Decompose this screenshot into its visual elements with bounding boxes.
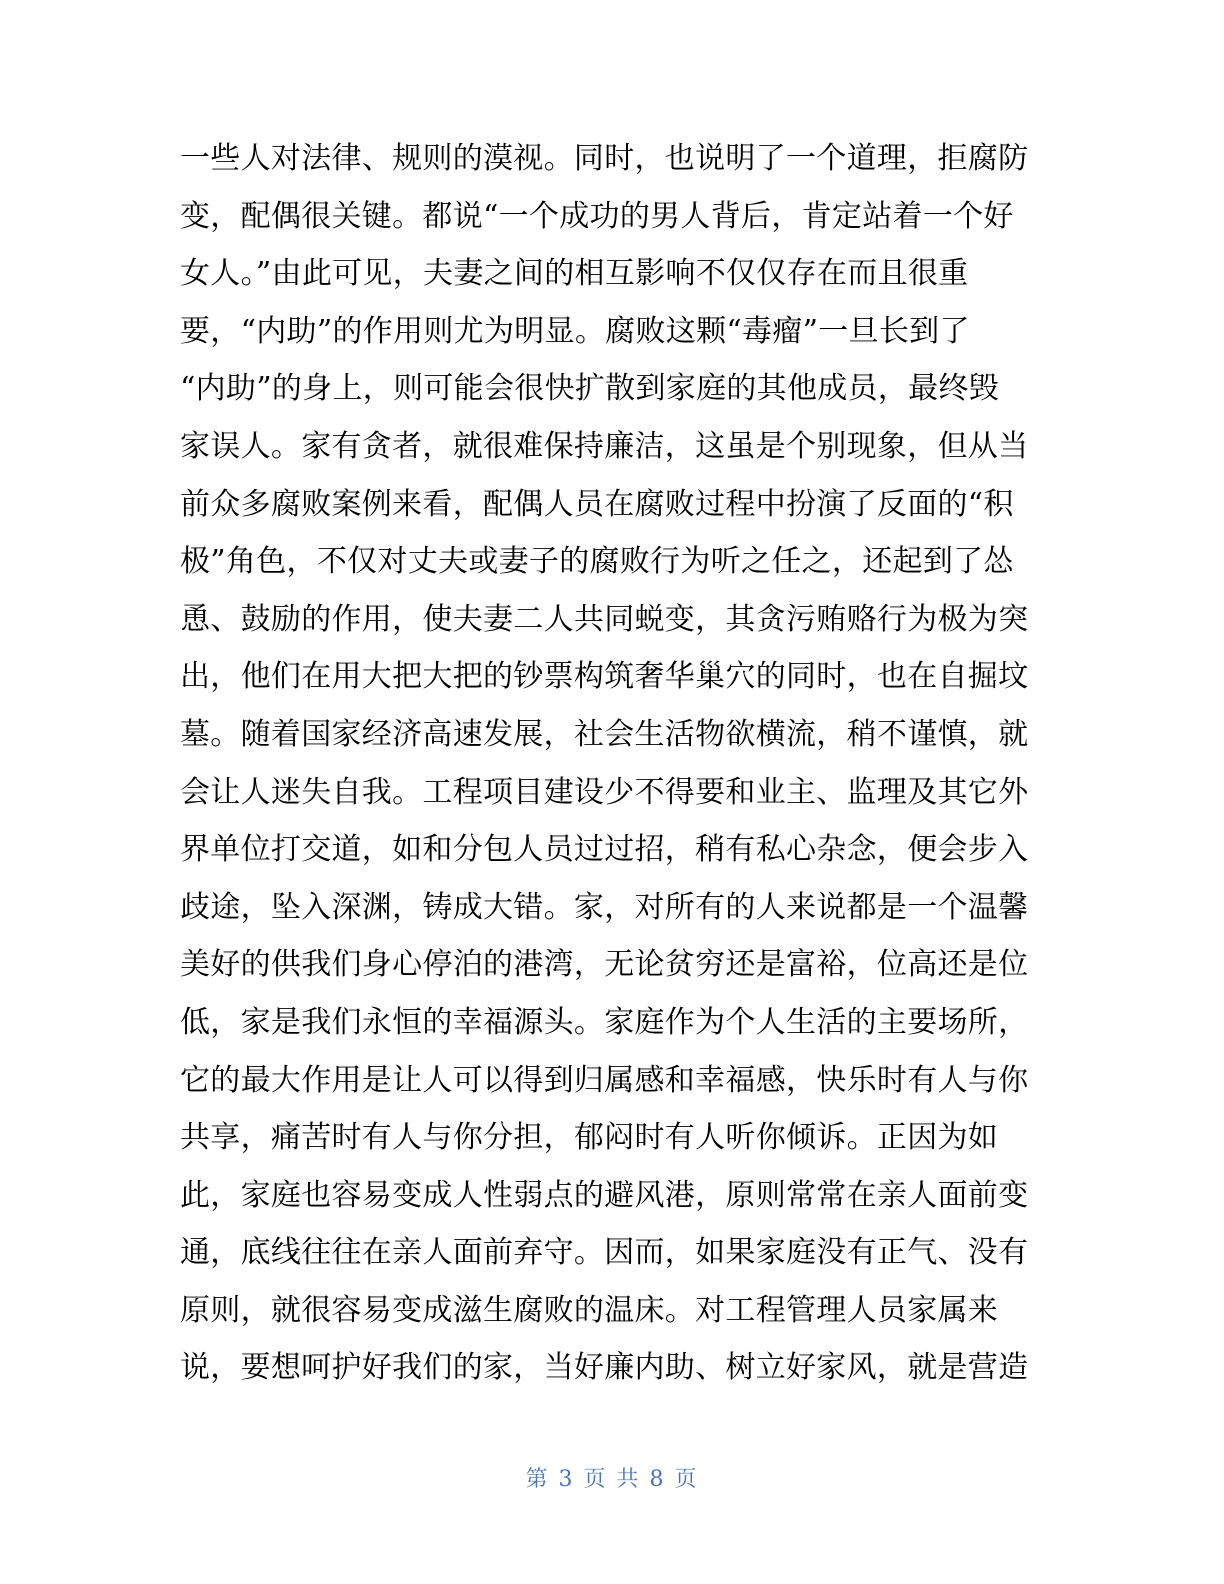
text-line: 家误人。家有贪者，就很难保持廉洁，这虽是个别现象，但从当 xyxy=(180,428,1029,464)
text-line: 美好的供我们身心停泊的港湾，无论贫穷还是富裕，位高还是位 xyxy=(180,947,1029,983)
text-line: 会让人迷失自我。工程项目建设少不得要和业主、监理及其它外 xyxy=(180,774,1029,810)
text-line: 此，家庭也容易变成人性弱点的避风港，原则常常在亲人面前变 xyxy=(180,1177,1029,1213)
text-line: “内助”的身上，则可能会很快扩散到家庭的其他成员，最终毁 xyxy=(180,371,1000,407)
text-line: 通，底线往往在亲人面前弃守。因而，如果家庭没有正气、没有 xyxy=(180,1235,1029,1271)
text-line: 出，他们在用大把大把的钞票构筑奢华巢穴的同时，也在自掘坟 xyxy=(180,659,1029,695)
text-line: 说，要想呵护好我们的家，当好廉内助、树立好家风，就是营造 xyxy=(180,1350,1029,1386)
text-line: 恿、鼓励的作用，使夫妻二人共同蜕变，其贪污贿赂行为极为突 xyxy=(180,601,1029,637)
text-line: 共享，痛苦时有人与你分担，郁闷时有人听你倾诉。正因为如 xyxy=(180,1120,999,1156)
page-number: 第 3 页 共 8 页 xyxy=(525,1467,699,1492)
text-line: 极”角色，不仅对丈夫或妻子的腐败行为听之任之，还起到了怂 xyxy=(180,544,1014,580)
page-footer xyxy=(0,1462,1224,1498)
text-line: 原则，就很容易变成滋生腐败的温床。对工程管理人员家属来 xyxy=(180,1292,999,1328)
text-line: 墓。随着国家经济高速发展，社会生活物欲横流，稍不谨慎，就 xyxy=(180,716,1029,752)
text-line: 低，家是我们永恒的幸福源头。家庭作为个人生活的主要场所， xyxy=(180,1004,1029,1040)
text-line: 它的最大作用是让人可以得到归属感和幸福感，快乐时有人与你 xyxy=(180,1062,1029,1098)
text-line: 歧途，坠入深渊，铸成大错。家，对所有的人来说都是一个温馨 xyxy=(180,889,1029,925)
body-paragraph xyxy=(180,130,1029,1397)
text-line: 前众多腐败案例来看，配偶人员在腐败过程中扮演了反面的“积 xyxy=(180,486,1014,522)
text-line: 要，“内助”的作用则尤为明显。腐败这颗“毒瘤”一旦长到了 xyxy=(180,313,970,349)
text-line: 女人。”由此可见，夫妻之间的相互影响不仅仅存在而且很重 xyxy=(180,256,969,292)
text-line: 界单位打交道，如和分包人员过过招，稍有私心杂念，便会步入 xyxy=(180,832,1029,868)
text-line: 变，配偶很关键。都说“一个成功的男人背后，肯定站着一个好 xyxy=(180,198,1014,234)
text-line: 一些人对法律、规则的漠视。同时，也说明了一个道理，拒腐防 xyxy=(180,141,1029,176)
